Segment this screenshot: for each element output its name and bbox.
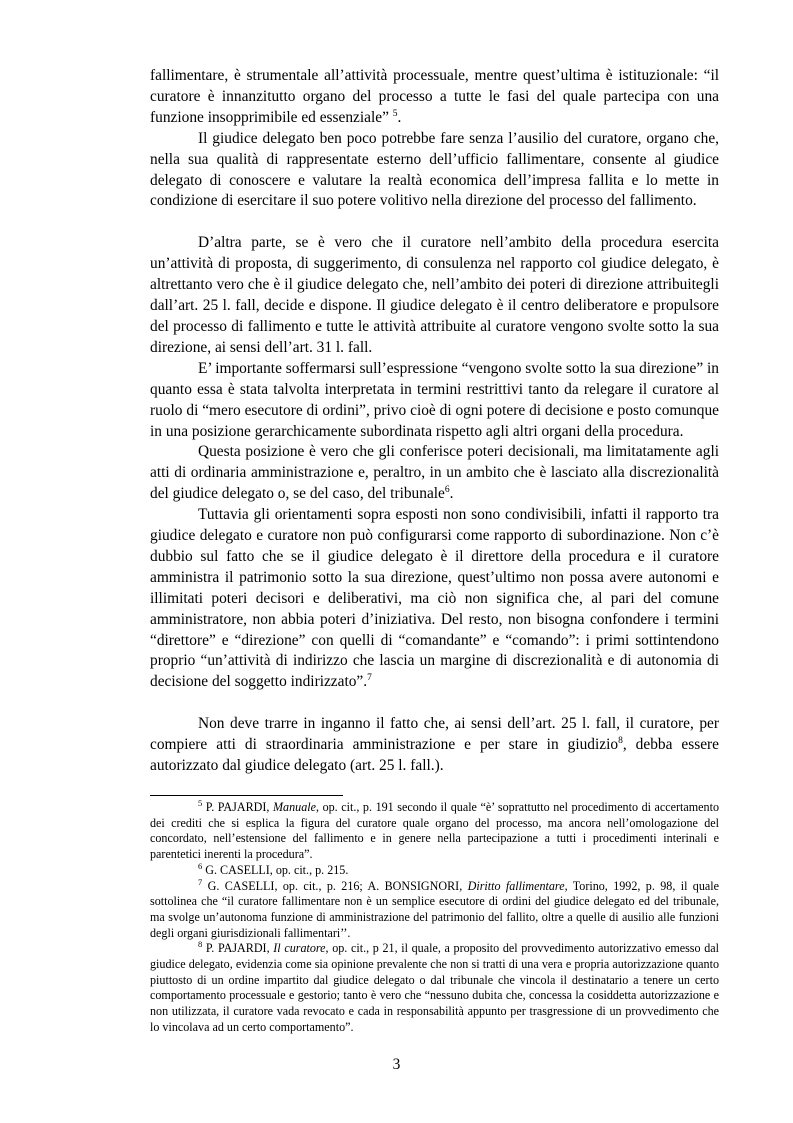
footnote-6-number: 6 xyxy=(198,860,203,871)
paragraph-4: E’ importante soffermarsi sull’espressione “vengono svolte sotto la sua direzione” in quanto essa è stata talvolta interpretata in termini restrittivi tanto da relegare il curatore al ruolo di “mero esecutore di ordini”, privo cioè di ogni potere di decisione e posto comunque in una posizione gerarchicamente subordinata rispetto agli altri organi della procedura. xyxy=(150,359,719,440)
footnote-5-title: Manuale xyxy=(272,800,316,814)
footnote-8-number: 8 xyxy=(198,939,203,950)
footnote-5-text: , op. cit., p. 191 secondo il quale “è’ soprattutto nel procedimento di accertamento dei crediti che si esplica la figura del curatore quale organo del processo, ma ancora nell’omologazione del concordato, nell’estensione del fallimento e in genere nella partecipazione a tutti i procedimenti interinali e parentetici inerenti la procedura”. xyxy=(150,800,719,862)
footnote-separator xyxy=(150,795,343,796)
footnote-6 xyxy=(150,860,719,879)
footnote-8-author: P. PAJARDI, xyxy=(202,941,274,956)
footnote-5-author: P. PAJARDI, xyxy=(202,800,273,814)
footnote-ref-7[interactable]: 7 xyxy=(367,673,372,684)
footnote-5-number: 5 xyxy=(198,798,203,808)
footnote-8-text: , op. cit., p 21, il quale, a proposito del provvedimento autorizzativo emesso dal giudice delegato, evidenzia come sia opinione prevalente che non si tratti di una vera e propria autorizzazione quanto piuttosto di un ordine impartito dal giudice delegato o dal tribunale che vincola il destinatario a tenere un certo comportamento processuale e gestorio; tanto è vero che “nessuno dubita che, concessa la cosiddetta autorizzazione e non utilizzata, il curatore vada revocato e cada in responsabilità appunto per trasgressione di un provvedimento che lo vincolava ad un certo comportamento”. xyxy=(150,941,719,1034)
paragraph-7-end: , debba essere autorizzato dal giudice delegato (art. 25 l. fall.). xyxy=(150,736,719,775)
footnote-5 xyxy=(150,800,719,863)
paragraph-5-text: Questa posizione è vero che gli conferisce poteri decisionali, ma limitatamente agli atti di ordinaria amministrazione e, peraltro, in un ambito che è lasciato alla discrezionalità del giudice delegato o, se del caso, del tribunale xyxy=(150,443,719,503)
paragraph-6 xyxy=(150,505,719,693)
paragraph-1 xyxy=(150,66,719,129)
page-number: 3 xyxy=(392,1056,401,1073)
footnote-ref-6[interactable]: 6 xyxy=(444,485,450,496)
footnote-7-author: G. CASELLI, op. cit., p. 216; A. BONSIGNORI, xyxy=(202,878,468,893)
footnotes xyxy=(150,800,719,1036)
footnote-ref-5[interactable]: 5 xyxy=(392,108,398,119)
paragraph-6-text: Tuttavia gli orientamenti sopra esposti non sono condivisibili, infatti il rapporto tra giudice delegato e curatore non può configurarsi come rapporto di subordinazione. Non c’è dubbio sul fatto che se il giudice delegato è il direttore della procedura e il curatore amministra il patrimonio sotto la sua direzione, quest’ultimo non possa avere autonomi e illimitati poteri decisori e deliberativi, ma ciò non significa che, al pari del comune amministratore, non abbia poteri d’iniziativa. Del resto, non bisogna confondere i termini “direttore” e “direzione” con quelli di “comandante” e “comando”: i primi sottintendono proprio “un’attività di indirizzo che lascia un margine di discrezionalità e di autonomia di decisione del soggetto indirizzato”. xyxy=(150,506,719,691)
footnote-7 xyxy=(150,876,719,942)
body-text xyxy=(150,66,719,777)
footnote-8 xyxy=(150,941,719,1035)
footnote-7-number: 7 xyxy=(198,876,203,887)
footnote-ref-8[interactable]: 8 xyxy=(618,736,623,747)
footnote-8-title: Il curatore xyxy=(273,941,326,956)
footnote-6-text: G. CASELLI, op. cit., p. 215. xyxy=(202,862,349,877)
paragraph-7-text: Non deve trarre in inganno il fatto che, ai sensi dell’art. 25 l. fall, il curatore, per compiere atti di straordinaria amministrazione e per stare in giudizio xyxy=(150,715,719,754)
footnote-7-text: , Torino, 1992, p. 98, il quale sottolinea che “il curatore fallimentare non è un semplice esecutore di ordini del giudice delegato ed del tribunale, ma svolge un’autonoma funzione di amministrazione del patrimonio del fallito, oltre a quelle di ausilio alle funzioni degli organi giurisdizionali fallimentari’’. xyxy=(150,878,719,940)
paragraph-1-end: . xyxy=(397,108,402,126)
paragraph-gap xyxy=(150,212,719,233)
paragraph-gap xyxy=(150,693,719,714)
paragraph-7 xyxy=(150,714,719,777)
paragraph-3: D’altra parte, se è vero che il curatore nell’ambito della procedura esercita un’attività di proposta, di suggerimento, di consulenza nel rapporto col giudice delegato, è altrettanto vero che è il giudice delegato che, nell’ambito dei poteri di direzione attribuitegli dall’art. 25 l. fall, decide e dispone. Il giudice delegato è il centro deliberatore e propulsore del processo di fallimento e tutte le attività attribuite al curatore vengono svolte sotto la sua direzione, ai sensi dell’art. 31 l. fall. xyxy=(150,234,719,356)
footnote-7-title: Diritto fallimentare xyxy=(467,878,565,893)
paragraph-2: Il giudice delegato ben poco potrebbe fare senza l’ausilio del curatore, organo che, nella sua qualità di rappresentate esterno dell’ufficio fallimentare, consente al giudice delegato di conoscere e valutare la realtà economica dell’impresa fallita e lo mette in condizione di esercitare il suo potere volitivo nella direzione del processo del fallimento. xyxy=(150,129,719,210)
paragraph-5 xyxy=(150,442,719,505)
paragraph-1-text: fallimentare, è strumentale all’attività processuale, mentre quest’ultima è istituzionale: “il curatore è innanzitutto organo del processo a tutte le fasi del quale partecipa con una funzione insopprimibile ed essenziale” xyxy=(150,67,719,126)
paragraph-5-end: . xyxy=(449,485,454,503)
